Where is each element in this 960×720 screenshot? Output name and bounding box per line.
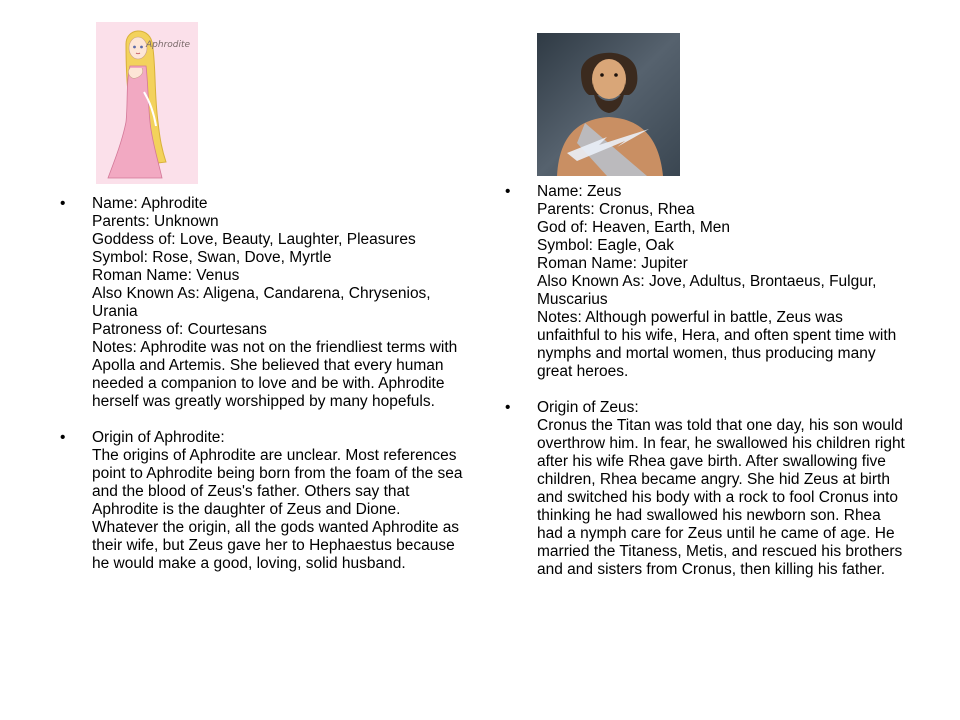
zeus-profile-item [505,183,910,381]
aphrodite-aliases: Also Known As: Aligena, Candarena, Chrysenios, Urania [92,285,431,320]
aphrodite-column [60,195,465,591]
zeus-origin-heading: • Origin of Zeus: [537,399,639,416]
zeus-domain: God of: Heaven, Earth, Men [537,219,730,236]
zeus-notes: Notes: Although powerful in battle, Zeus was unfaithful to his wife, Hera, and often spent time with nymphs and mortal women, thus producing many great heroes. [537,309,897,380]
zeus-image [537,33,680,176]
aphrodite-symbol: Symbol: Rose, Swan, Dove, Myrtle [92,249,332,266]
aphrodite-notes: Notes: Aphrodite was not on the friendliest terms with Apolla and Artemis. She believed that every human needed a companion to love and be with. Aphrodite herself was greatly worshipped by many hopefuls. [92,339,458,410]
zeus-name: • Name: Zeus [537,183,622,200]
zeus-symbol: Symbol: Eagle, Oak [537,237,674,254]
aphrodite-origin-item [60,429,465,573]
zeus-parents: Parents: Cronus, Rhea [537,201,695,218]
aphrodite-origin-text: The origins of Aphrodite are unclear. Most references point to Aphrodite being born from the foam of the sea and the blood of Zeus's father. Others say that Aphrodite is the daughter of Zeus and Dione. Whatever the origin, all the gods wanted Aphrodite as their wife, but Zeus gave her to Hephaestus because he would make a good, loving, solid husband. [92,447,463,572]
zeus-roman-name: Roman Name: Jupiter [537,255,688,272]
zeus-aliases: Also Known As: Jove, Adultus, Brontaeus, Fulgur, Muscarius [537,273,877,308]
zeus-origin-item [505,399,910,579]
aphrodite-origin-heading: • Origin of Aphrodite: [92,429,225,446]
aphrodite-image-caption: Aphrodite [146,40,191,50]
zeus-column [505,183,910,597]
aphrodite-parents: Parents: Unknown [92,213,219,230]
aphrodite-name: • Name: Aphrodite [92,195,208,212]
aphrodite-patroness: Patroness of: Courtesans [92,321,267,338]
aphrodite-image [96,22,198,184]
aphrodite-profile-item [60,195,465,411]
aphrodite-roman-name: Roman Name: Venus [92,267,240,284]
zeus-illustration [537,33,680,176]
aphrodite-domain: Goddess of: Love, Beauty, Laughter, Pleasures [92,231,416,248]
zeus-origin-text: Cronus the Titan was told that one day, his son would overthrow him. In fear, he swallowed his children right after his wife Rhea gave birth. After swallowing five children, Rhea became angry. She hid Zeus at birth and switched his body with a rock to fool Cronus into thinking he had swallowed his newborn son. Rhea had a nymph care for Zeus until he came of age. He married the Titaness, Metis, and rescued his brothers and and sisters from Cronus, then killing his father. [537,417,905,578]
